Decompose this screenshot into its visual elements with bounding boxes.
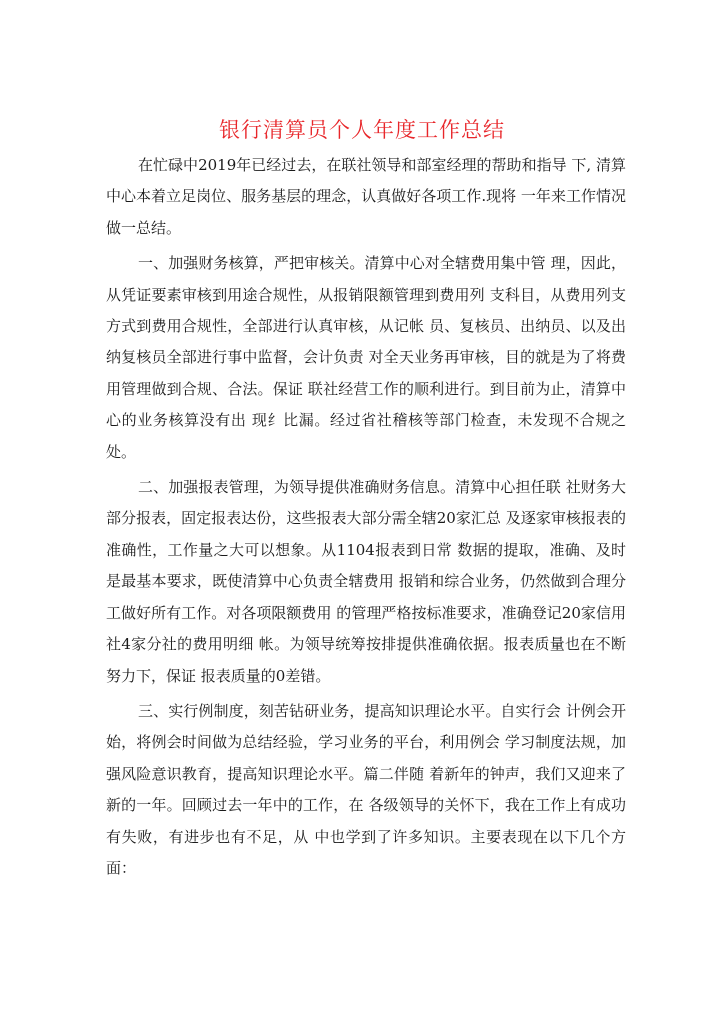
document-body: [106, 150, 626, 884]
paragraph-intro: 在忙碌中2019年已经过去，在联社领导和部室经理的帮助和指导 下, 清算中心本着立足岗位、服务基层的理念，认真做好各项工作.现将 一年来工作情况做一总结。: [106, 156, 626, 237]
paragraph-section-1: 一、加强财务核算，严把审核关。清算中心对全辖费用集中管 理，因此，从凭证要素审核到用途合规性，从报销限额管理到费用列 支科目，从费用列支方式到费用合规性，全部进行认真审核，从记帐 员、复核员、出纳员、以及出纳复核员全部进行事中监督，会计负责 对全天业务再审核，目的就是为了将费用管理做到合规、合法。保证 联社经营工作的顺利进行。到目前为止，清算中心的业务核算没有出 现纟比漏。经过省社稽核等部门检查，未发现不合规之处。: [106, 254, 626, 461]
paragraph-section-2: 二、加强报表管理，为领导提供准确财务信息。清算中心担任联 社财务大部分报表，固定报表达份，这些报表大部分需全辖20家汇总 及逐家审核报表的准确性，工作量之大可以想象。从1104报表到日常 数据的提取，准确、及时是最基本要求，既使清算中心负责全辖费用 报销和综合业务，仍然做到合理分工做好所有工作。对各项限额费用 的管理严格按标准要求，准确登记20家信用社4家分社的费用明细 帐。为领导统筹按排提供准确依据。报表质量也在不断努力下，保证 报表质量的0差错。: [106, 478, 626, 685]
document-title: 银行清算员个人年度工作总结: [219, 118, 505, 142]
paragraph-section-3: 三、实行例制度，刻苦钻研业务，提高知识理论水平。自实行会 计例会开始，将例会时间做为总结经验，学习业务的平台，利用例会 学习制度法规，加强风险意识教育，提高知识理论水平。篇二伴随 着新年的钟声，我们又迎来了新的一年。回顾过去一年中的工作，在 各级领导的关怀下，我在工作上有成功有失败，有进步也有不足，从 中也学到了许多知识。主要表现在以下几个方面：: [106, 701, 626, 877]
